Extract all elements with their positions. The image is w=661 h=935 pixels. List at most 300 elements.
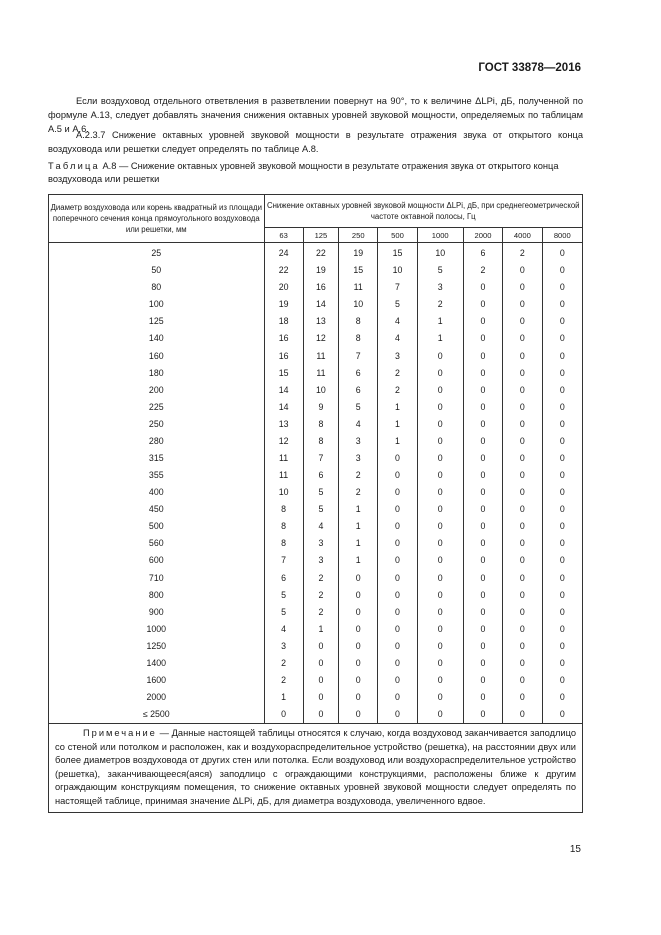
reduction-cell: 0 (503, 330, 542, 347)
diameter-cell: 355 (49, 467, 265, 484)
reduction-cell: 4 (264, 621, 303, 638)
table-row (49, 399, 583, 416)
reduction-cell: 0 (463, 416, 502, 433)
reduction-cell: 0 (417, 382, 463, 399)
table-row (49, 467, 583, 484)
page-number: 15 (569, 844, 581, 855)
reduction-cell: 0 (378, 467, 417, 484)
reduction-cell: 8 (303, 416, 338, 433)
reduction-cell: 0 (417, 689, 463, 706)
reduction-cell: 11 (339, 279, 378, 296)
reduction-cell: 0 (463, 706, 502, 724)
reduction-cell: 1 (417, 330, 463, 347)
reduction-cell: 2 (339, 484, 378, 501)
diameter-cell: 225 (49, 399, 265, 416)
reduction-cell: 0 (378, 672, 417, 689)
reduction-cell: 15 (378, 243, 417, 263)
reduction-cell: 0 (339, 655, 378, 672)
reduction-cell: 0 (542, 518, 582, 535)
reduction-cell: 1 (417, 313, 463, 330)
reduction-cell: 0 (542, 399, 582, 416)
diameter-cell: 100 (49, 296, 265, 313)
diameter-cell: 1000 (49, 621, 265, 638)
reduction-cell: 13 (303, 313, 338, 330)
reduction-cell: 0 (542, 552, 582, 569)
table-caption (48, 160, 588, 186)
reduction-cell: 8 (339, 330, 378, 347)
reduction-cell: 0 (542, 535, 582, 552)
reduction-cell: 0 (378, 655, 417, 672)
reduction-cell: 4 (378, 330, 417, 347)
table-row (49, 638, 583, 655)
table-row (49, 365, 583, 382)
reduction-cell: 0 (417, 518, 463, 535)
reduction-cell: 15 (264, 365, 303, 382)
reduction-cell: 2 (264, 655, 303, 672)
reduction-cell: 0 (463, 689, 502, 706)
reduction-cell: 0 (503, 296, 542, 313)
table-row (49, 621, 583, 638)
table-row (49, 689, 583, 706)
reduction-cell: 0 (378, 552, 417, 569)
diameter-cell: 560 (49, 535, 265, 552)
table-row (49, 501, 583, 518)
reduction-cell: 0 (542, 382, 582, 399)
frequency-header-cell: 250 (339, 228, 378, 243)
reduction-cell: 0 (503, 501, 542, 518)
reduction-cell: 0 (503, 399, 542, 416)
frequency-header-cell: 63 (264, 228, 303, 243)
table-row (49, 587, 583, 604)
table-row (49, 262, 583, 279)
reduction-cell: 1 (264, 689, 303, 706)
paragraph-1: Если воздуховод отдельного ответвления в разветвлении повернут на 90°, то к величине ΔLPi, дБ, полученной по формуле А.13, следует добавлять значения снижения октавных уровней звуковой мощности, определяемых по таблицам А.5 и А.6. (48, 96, 583, 134)
reduction-cell: 10 (264, 484, 303, 501)
diameter-cell: 710 (49, 569, 265, 586)
reduction-cell: 0 (503, 604, 542, 621)
frequency-header-cell: 8000 (542, 228, 582, 243)
reduction-cell: 0 (417, 467, 463, 484)
reduction-cell: 0 (463, 621, 502, 638)
reduction-cell: 0 (417, 347, 463, 364)
reduction-cell: 2 (303, 587, 338, 604)
reduction-cell: 0 (339, 672, 378, 689)
diameter-cell: 280 (49, 433, 265, 450)
reduction-cell: 8 (339, 313, 378, 330)
reduction-cell: 1 (339, 552, 378, 569)
reduction-cell: 5 (264, 587, 303, 604)
note-text: — Данные настоящей таблицы относятся к случаю, когда воздуховод заканчивается заподлицо со стеной или потолком и расположен, как и воздухораспределительное устройство (решетка), на расстоянии двух или более диаметров воздуховода от других стен или потолка. Если воздуховод или воздухораспределительное устройство (решетка), заканчивающееся(аяся) заподлицо с ограждающими конструкциями, расположены ближе к другим ограждающим конструкциям помещения, то снижение октавных уровней звуковой мощности следует определять по настоящей таблице, принимая значение ΔLPi, дБ, для диаметра воздуховода, увеличенного вдвое. (55, 728, 576, 806)
reduction-cell: 14 (264, 382, 303, 399)
reduction-cell: 0 (417, 535, 463, 552)
reduction-cell: 0 (503, 569, 542, 586)
reduction-cell: 18 (264, 313, 303, 330)
reduction-cell: 1 (339, 518, 378, 535)
reduction-cell: 0 (503, 279, 542, 296)
diameter-cell: 600 (49, 552, 265, 569)
reduction-cell: 0 (542, 433, 582, 450)
diameter-cell: 180 (49, 365, 265, 382)
reduction-cell: 0 (378, 604, 417, 621)
reduction-cell: 0 (378, 621, 417, 638)
reduction-cell: 0 (503, 416, 542, 433)
reduction-cell: 0 (542, 655, 582, 672)
reduction-cell: 16 (303, 279, 338, 296)
reduction-cell: 0 (303, 706, 338, 724)
frequency-header-cell: 500 (378, 228, 417, 243)
reduction-cell: 0 (339, 689, 378, 706)
reduction-cell: 0 (542, 621, 582, 638)
reduction-cell: 0 (542, 347, 582, 364)
reduction-cell: 4 (339, 416, 378, 433)
table-row (49, 535, 583, 552)
reduction-cell: 0 (463, 347, 502, 364)
reduction-cell: 0 (503, 706, 542, 724)
reduction-cell: 11 (264, 467, 303, 484)
reduction-cell: 0 (303, 689, 338, 706)
reduction-cell: 0 (503, 672, 542, 689)
reduction-cell: 2 (378, 382, 417, 399)
reduction-cell: 0 (417, 587, 463, 604)
reduction-cell: 0 (463, 638, 502, 655)
reduction-cell: 7 (339, 347, 378, 364)
table-caption-text: А.8 — Снижение октавных уровней звуковой мощности в результате отражения звука от открытого конца воздуховода или решетки (48, 161, 559, 184)
reduction-cell: 0 (463, 433, 502, 450)
reduction-cell: 0 (303, 655, 338, 672)
reduction-cell: 2 (503, 243, 542, 263)
reduction-cell: 0 (503, 655, 542, 672)
table-row (49, 706, 583, 724)
reduction-cell: 3 (303, 552, 338, 569)
reduction-cell: 22 (264, 262, 303, 279)
reduction-cell: 0 (378, 484, 417, 501)
table-row (49, 672, 583, 689)
diameter-cell: 140 (49, 330, 265, 347)
reduction-cell: 0 (542, 243, 582, 263)
reduction-cell: 5 (303, 484, 338, 501)
diameter-cell: 250 (49, 416, 265, 433)
table-row (49, 604, 583, 621)
reduction-cell: 0 (378, 501, 417, 518)
table-caption-label: Таблица (48, 161, 100, 171)
reduction-cell: 0 (378, 587, 417, 604)
table-row (49, 518, 583, 535)
reduction-cell: 0 (542, 467, 582, 484)
reduction-cell: 0 (503, 621, 542, 638)
reduction-cell: 19 (303, 262, 338, 279)
reduction-group-header: Снижение октавных уровней звуковой мощности ΔLPi, дБ, при среднегеометрической частоте октавной полосы, Гц (264, 195, 582, 228)
reduction-cell: 1 (378, 399, 417, 416)
reduction-cell: 0 (264, 706, 303, 724)
reduction-cell: 0 (378, 689, 417, 706)
reduction-cell: 0 (503, 535, 542, 552)
table-row (49, 450, 583, 467)
reduction-cell: 0 (417, 672, 463, 689)
table-note (49, 724, 583, 813)
reduction-cell: 5 (303, 501, 338, 518)
reduction-cell: 0 (417, 450, 463, 467)
reduction-cell: 0 (542, 313, 582, 330)
reduction-cell: 11 (264, 450, 303, 467)
reduction-cell: 1 (378, 416, 417, 433)
reduction-cell: 0 (463, 604, 502, 621)
reduction-cell: 5 (264, 604, 303, 621)
reduction-cell: 6 (264, 569, 303, 586)
reduction-cell: 0 (463, 655, 502, 672)
reduction-cell: 11 (303, 365, 338, 382)
table-row (49, 433, 583, 450)
reduction-cell: 2 (417, 296, 463, 313)
reduction-cell: 0 (417, 484, 463, 501)
reduction-cell: 0 (463, 313, 502, 330)
reduction-cell: 4 (303, 518, 338, 535)
diameter-cell: 200 (49, 382, 265, 399)
reduction-cell: 0 (463, 450, 502, 467)
reduction-cell: 0 (503, 518, 542, 535)
reduction-cell: 0 (542, 450, 582, 467)
reduction-cell: 2 (463, 262, 502, 279)
diameter-cell: 160 (49, 347, 265, 364)
table-row (49, 382, 583, 399)
reduction-cell: 0 (503, 484, 542, 501)
reduction-cell: 0 (463, 296, 502, 313)
frequency-header-cell: 2000 (463, 228, 502, 243)
reduction-cell: 0 (339, 569, 378, 586)
reduction-cell: 0 (542, 604, 582, 621)
reduction-cell: 4 (378, 313, 417, 330)
reduction-cell: 3 (339, 433, 378, 450)
table-row (49, 655, 583, 672)
reduction-cell: 0 (542, 330, 582, 347)
reduction-cell: 0 (378, 638, 417, 655)
reduction-cell: 0 (417, 416, 463, 433)
reduction-cell: 5 (339, 399, 378, 416)
frequency-header-cell: 4000 (503, 228, 542, 243)
diameter-cell: 800 (49, 587, 265, 604)
reduction-cell: 0 (378, 706, 417, 724)
reduction-cell: 5 (417, 262, 463, 279)
reduction-cell: 7 (264, 552, 303, 569)
reduction-cell: 0 (503, 587, 542, 604)
diameter-cell: 2000 (49, 689, 265, 706)
reduction-cell: 0 (542, 365, 582, 382)
reduction-cell: 0 (339, 587, 378, 604)
reduction-cell: 0 (542, 672, 582, 689)
reduction-cell: 0 (503, 313, 542, 330)
reduction-cell: 11 (303, 347, 338, 364)
reduction-cell: 0 (463, 365, 502, 382)
reduction-cell: 8 (303, 433, 338, 450)
diameter-cell: 1400 (49, 655, 265, 672)
diameter-cell: 450 (49, 501, 265, 518)
diameter-cell: ≤ 2500 (49, 706, 265, 724)
reduction-cell: 0 (417, 621, 463, 638)
table-row (49, 279, 583, 296)
reduction-cell: 14 (264, 399, 303, 416)
diameter-cell: 80 (49, 279, 265, 296)
diameter-column-header: Диаметр воздуховода или корень квадратный из площади поперечного сечения конца прямоугольного воздуховода или решетки, мм (49, 195, 265, 243)
reduction-cell: 0 (542, 262, 582, 279)
reduction-cell: 0 (503, 262, 542, 279)
diameter-cell: 25 (49, 243, 265, 263)
reduction-cell: 2 (339, 467, 378, 484)
reduction-cell: 3 (303, 535, 338, 552)
reduction-cell: 0 (463, 672, 502, 689)
reduction-cell: 16 (264, 347, 303, 364)
reduction-cell: 0 (303, 672, 338, 689)
reduction-cell: 0 (463, 587, 502, 604)
reduction-cell: 0 (339, 621, 378, 638)
table-row (49, 243, 583, 263)
reduction-cell: 12 (264, 433, 303, 450)
reduction-cell: 6 (339, 382, 378, 399)
reduction-cell: 0 (378, 450, 417, 467)
reduction-cell: 13 (264, 416, 303, 433)
table-row (49, 484, 583, 501)
table-row (49, 347, 583, 364)
reduction-cell: 0 (417, 501, 463, 518)
reduction-cell: 0 (542, 587, 582, 604)
reduction-cell: 0 (463, 399, 502, 416)
table-body (49, 243, 583, 724)
reduction-cell: 0 (542, 296, 582, 313)
reduction-cell: 20 (264, 279, 303, 296)
reduction-cell: 0 (463, 569, 502, 586)
reduction-cell: 10 (339, 296, 378, 313)
diameter-cell: 500 (49, 518, 265, 535)
reduction-cell: 0 (503, 552, 542, 569)
reduction-cell: 10 (378, 262, 417, 279)
reduction-cell: 0 (463, 467, 502, 484)
table-row (49, 416, 583, 433)
reduction-cell: 8 (264, 518, 303, 535)
reduction-cell: 7 (303, 450, 338, 467)
reduction-cell: 5 (378, 296, 417, 313)
reduction-cell: 2 (378, 365, 417, 382)
reduction-cell: 0 (542, 569, 582, 586)
document-header: ГОСТ 33878—2016 (478, 62, 581, 74)
diameter-cell: 1250 (49, 638, 265, 655)
reduction-cell: 8 (264, 535, 303, 552)
reduction-cell: 3 (378, 347, 417, 364)
reduction-cell: 0 (542, 279, 582, 296)
reduction-cell: 3 (339, 450, 378, 467)
reduction-cell: 0 (503, 689, 542, 706)
reduction-cell: 0 (463, 330, 502, 347)
reduction-cell: 19 (339, 243, 378, 263)
reduction-cell: 0 (503, 365, 542, 382)
reduction-cell: 0 (463, 552, 502, 569)
reduction-cell: 9 (303, 399, 338, 416)
diameter-cell: 315 (49, 450, 265, 467)
reduction-cell: 0 (463, 535, 502, 552)
reduction-cell: 0 (542, 706, 582, 724)
reduction-cell: 14 (303, 296, 338, 313)
reduction-cell: 2 (303, 604, 338, 621)
table-row (49, 569, 583, 586)
reduction-cell: 16 (264, 330, 303, 347)
reduction-cell: 0 (503, 467, 542, 484)
reduction-cell: 0 (463, 501, 502, 518)
reduction-cell: 0 (542, 484, 582, 501)
reduction-cell: 10 (417, 243, 463, 263)
reduction-cell: 10 (303, 382, 338, 399)
reduction-cell: 15 (339, 262, 378, 279)
diameter-cell: 125 (49, 313, 265, 330)
table-row (49, 296, 583, 313)
reduction-cell: 0 (463, 279, 502, 296)
frequency-header-cell: 125 (303, 228, 338, 243)
reduction-cell: 0 (542, 638, 582, 655)
table-row (49, 313, 583, 330)
reduction-cell: 0 (503, 382, 542, 399)
reduction-cell: 0 (339, 638, 378, 655)
reduction-cell: 0 (417, 604, 463, 621)
reduction-cell: 0 (417, 655, 463, 672)
reduction-cell: 19 (264, 296, 303, 313)
reduction-cell: 0 (417, 552, 463, 569)
reduction-cell: 1 (378, 433, 417, 450)
reduction-cell: 0 (503, 450, 542, 467)
reduction-cell: 0 (503, 433, 542, 450)
reduction-cell: 0 (463, 518, 502, 535)
paragraph-2: А.2.3.7 Снижение октавных уровней звуковой мощности в результате отражения звука от открытого конца воздуховода или решетки следует определять по таблице А.8. (48, 130, 583, 154)
note-label: Примечание (83, 728, 157, 739)
reduction-cell: 0 (417, 706, 463, 724)
reduction-cell: 2 (303, 569, 338, 586)
reduction-cell: 0 (303, 638, 338, 655)
reduction-cell: 0 (463, 382, 502, 399)
diameter-cell: 900 (49, 604, 265, 621)
table-row (49, 552, 583, 569)
reduction-cell: 0 (503, 347, 542, 364)
reduction-cell: 0 (417, 638, 463, 655)
reduction-cell: 0 (378, 518, 417, 535)
reduction-cell: 3 (264, 638, 303, 655)
reduction-table (48, 194, 583, 813)
reduction-cell: 0 (339, 604, 378, 621)
frequency-header-cell: 1000 (417, 228, 463, 243)
reduction-cell: 0 (417, 365, 463, 382)
diameter-cell: 50 (49, 262, 265, 279)
diameter-cell: 1600 (49, 672, 265, 689)
diameter-cell: 400 (49, 484, 265, 501)
reduction-cell: 1 (339, 535, 378, 552)
reduction-cell: 3 (417, 279, 463, 296)
reduction-cell: 0 (417, 569, 463, 586)
reduction-cell: 7 (378, 279, 417, 296)
reduction-cell: 0 (378, 569, 417, 586)
reduction-cell: 6 (303, 467, 338, 484)
reduction-cell: 0 (378, 535, 417, 552)
reduction-cell: 0 (417, 399, 463, 416)
reduction-cell: 12 (303, 330, 338, 347)
reduction-cell: 0 (542, 501, 582, 518)
reduction-cell: 6 (339, 365, 378, 382)
reduction-cell: 0 (542, 416, 582, 433)
reduction-cell: 1 (339, 501, 378, 518)
reduction-cell: 1 (303, 621, 338, 638)
reduction-cell: 0 (503, 638, 542, 655)
reduction-cell: 0 (339, 706, 378, 724)
reduction-cell: 24 (264, 243, 303, 263)
table-row (49, 330, 583, 347)
reduction-cell: 0 (417, 433, 463, 450)
reduction-cell: 22 (303, 243, 338, 263)
reduction-cell: 6 (463, 243, 502, 263)
reduction-cell: 0 (463, 484, 502, 501)
reduction-cell: 8 (264, 501, 303, 518)
